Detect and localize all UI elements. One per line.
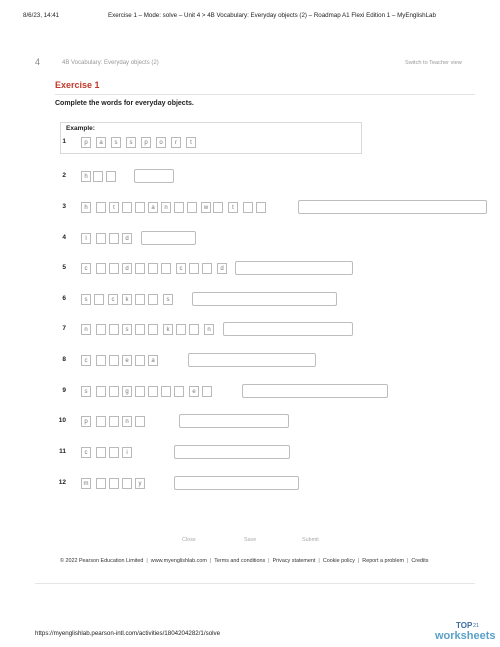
letter-box[interactable]: [96, 233, 106, 244]
letter-box[interactable]: [176, 324, 186, 335]
letter-box: t: [186, 137, 196, 148]
letter-box[interactable]: [135, 294, 145, 305]
item-number: 8: [62, 356, 66, 363]
letter-box: e: [189, 386, 199, 397]
answer-input[interactable]: [179, 414, 289, 428]
watermark-page: 21: [473, 623, 480, 629]
letter-box: c: [81, 447, 91, 458]
letter-box: p: [81, 137, 91, 148]
letter-box[interactable]: [148, 294, 158, 305]
letter-box[interactable]: [96, 324, 106, 335]
footer-link-credits[interactable]: Credits: [411, 558, 429, 564]
letter-box[interactable]: [109, 386, 119, 397]
footer-link-site[interactable]: www.myenglishlab.com: [150, 558, 207, 564]
letter-box: g: [122, 386, 132, 397]
letter-box[interactable]: [109, 447, 119, 458]
footer-link-cookie[interactable]: Cookie policy: [322, 558, 355, 564]
letter-box[interactable]: [96, 386, 106, 397]
letter-box[interactable]: [256, 202, 266, 213]
example-number: 1: [62, 138, 66, 145]
letter-box[interactable]: [96, 447, 106, 458]
answer-input[interactable]: [192, 292, 337, 306]
letter-box[interactable]: [135, 416, 145, 427]
letter-box[interactable]: [135, 355, 145, 366]
letter-box: s: [111, 137, 121, 148]
switch-teacher-view-link[interactable]: Switch to Teacher view: [405, 60, 462, 66]
letter-box[interactable]: [135, 202, 145, 213]
letter-box[interactable]: [96, 202, 106, 213]
watermark-top: TOP: [456, 621, 473, 630]
letter-box[interactable]: [109, 416, 119, 427]
letter-box: a: [148, 202, 158, 213]
letter-box[interactable]: [109, 355, 119, 366]
letter-box: p: [81, 416, 91, 427]
letter-box: k: [163, 324, 173, 335]
letter-box: s: [163, 294, 173, 305]
item-number: 7: [62, 325, 66, 332]
letter-box: s: [81, 386, 91, 397]
letter-box: c: [81, 263, 91, 274]
answer-input[interactable]: [298, 200, 487, 214]
letter-box: w: [201, 202, 211, 213]
item-number: 2: [62, 172, 66, 179]
letter-box[interactable]: [189, 324, 199, 335]
letter-box[interactable]: [202, 263, 212, 274]
letter-box[interactable]: [109, 263, 119, 274]
letter-box[interactable]: [213, 202, 223, 213]
answer-input[interactable]: [174, 445, 290, 459]
letter-box[interactable]: [174, 202, 184, 213]
letter-box: c: [108, 294, 118, 305]
item-number: 10: [58, 417, 66, 424]
letter-box[interactable]: [148, 386, 158, 397]
letter-box[interactable]: [106, 171, 116, 182]
letter-box[interactable]: [135, 386, 145, 397]
item-number: 5: [62, 264, 66, 271]
letter-box[interactable]: [174, 386, 184, 397]
letter-box: r: [171, 137, 181, 148]
letter-box: h: [81, 202, 91, 213]
answer-input[interactable]: [141, 231, 196, 245]
letter-box: n: [161, 202, 171, 213]
print-page-title: Exercise 1 – Mode: solve – Unit 4 > 4B Vocabulary: Everyday objects (2) – Roadmap A1 Flexi Edition 1 – MyEnglishLab: [108, 12, 436, 19]
letter-box[interactable]: [96, 416, 106, 427]
answer-input[interactable]: [223, 322, 353, 336]
letter-box[interactable]: [109, 478, 119, 489]
answer-input[interactable]: [235, 261, 353, 275]
letter-box[interactable]: [189, 263, 199, 274]
close-button[interactable]: Close: [182, 537, 196, 543]
letter-box: t: [109, 202, 119, 213]
letter-box: a: [148, 355, 158, 366]
letter-box[interactable]: [148, 263, 158, 274]
letter-box: n: [122, 416, 132, 427]
save-button[interactable]: Save: [244, 537, 257, 543]
letter-box: m: [81, 478, 91, 489]
letter-box[interactable]: [202, 386, 212, 397]
letter-box: s: [81, 294, 91, 305]
letter-box: i: [122, 447, 132, 458]
letter-box[interactable]: [109, 324, 119, 335]
unit-title: 4B Vocabulary: Everyday objects (2): [62, 60, 159, 66]
example-label: Example:: [66, 125, 95, 132]
exercise-title: Exercise 1: [55, 80, 100, 90]
letter-box: d: [122, 263, 132, 274]
item-number: 6: [62, 295, 66, 302]
submit-button[interactable]: Submit: [302, 537, 319, 543]
letter-box: n: [81, 324, 91, 335]
item-number: 12: [58, 479, 66, 486]
letter-box[interactable]: [109, 233, 119, 244]
item-number: 4: [62, 234, 66, 241]
letter-box: d: [217, 263, 227, 274]
letter-box[interactable]: [96, 263, 106, 274]
letter-box[interactable]: [243, 202, 253, 213]
letter-box[interactable]: [161, 263, 171, 274]
letter-box: a: [96, 137, 106, 148]
letter-box: c: [81, 355, 91, 366]
letter-box[interactable]: [187, 202, 197, 213]
item-number: 11: [59, 448, 66, 455]
footer-copyright: © 2022 Pearson Education Limited: [60, 558, 144, 564]
letter-box[interactable]: [94, 294, 104, 305]
footer-link-terms[interactable]: Terms and conditions: [214, 558, 266, 564]
answer-input[interactable]: [174, 476, 299, 490]
title-divider: [55, 94, 475, 95]
footer-divider: [35, 583, 475, 584]
footer-link-privacy[interactable]: Privacy statement: [272, 558, 316, 564]
letter-box[interactable]: [122, 202, 132, 213]
letter-box[interactable]: [148, 324, 158, 335]
letter-box[interactable]: [96, 355, 106, 366]
letter-box[interactable]: [135, 324, 145, 335]
letter-box[interactable]: [93, 171, 103, 182]
letter-box[interactable]: [96, 478, 106, 489]
letter-box: p: [141, 137, 151, 148]
letter-box: t: [228, 202, 238, 213]
watermark-logo: worksheets: [435, 630, 496, 642]
print-timestamp: 8/6/23, 14:41: [23, 12, 60, 19]
letter-box: k: [122, 294, 132, 305]
letter-box: d: [122, 233, 132, 244]
answer-input[interactable]: [134, 169, 174, 183]
item-number: 9: [62, 387, 66, 394]
print-url: https://myenglishlab.pearson-intl.com/activities/1804204282/1/solve: [35, 630, 221, 637]
letter-box: s: [126, 137, 136, 148]
instruction-text: Complete the words for everyday objects.: [55, 100, 194, 107]
letter-box: c: [176, 263, 186, 274]
letter-box: s: [122, 324, 132, 335]
letter-box: h: [81, 171, 91, 182]
answer-input[interactable]: [242, 384, 388, 398]
letter-box: e: [122, 355, 132, 366]
letter-box: l: [81, 233, 91, 244]
letter-box[interactable]: [122, 478, 132, 489]
letter-box: o: [156, 137, 166, 148]
letter-box: n: [204, 324, 214, 335]
letter-box: y: [135, 478, 145, 489]
site-footer: © 2022 Pearson Education Limited | www.myenglishlab.com | Terms and conditions | Privacy statement | Cookie policy | Report a problem | Credits: [60, 558, 429, 564]
answer-input[interactable]: [188, 353, 316, 367]
letter-box[interactable]: [161, 386, 171, 397]
footer-link-report[interactable]: Report a problem: [362, 558, 404, 564]
item-number: 3: [62, 203, 66, 210]
page-number: 4: [35, 57, 41, 67]
letter-box[interactable]: [135, 263, 145, 274]
